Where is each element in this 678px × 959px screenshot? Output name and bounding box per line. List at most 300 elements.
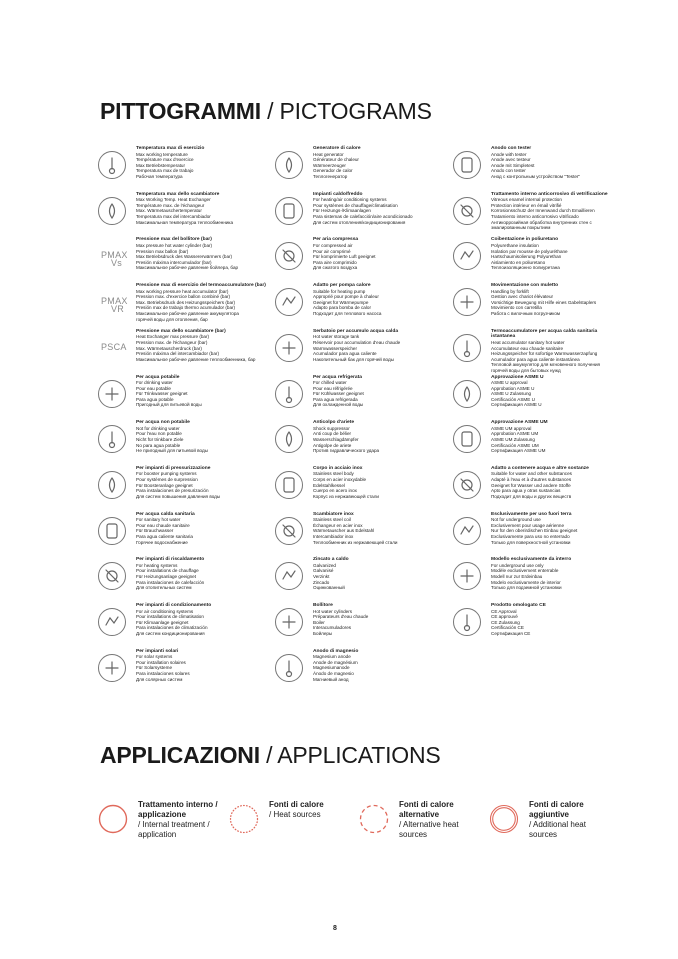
pictogram-item [97,192,267,244]
heating-cooling-icon [274,196,304,226]
pictogram-line: For underground use only [491,562,544,568]
pictogram-line: Max. Wärmetauschertemperatur [136,208,202,214]
pictogram-line: Presión máxima del intercambiador (bar) [136,351,219,357]
pictogram-title: Scambiatore inox [313,511,354,517]
pressurization-icon [97,470,127,500]
pictogram-line: Max Betriebsdruck des Wassererwärmers (bar) [136,254,233,260]
pictogram-line: Stainless steel coil [313,517,351,523]
application-label [269,800,341,820]
pictogram-item [97,283,267,335]
application-title: Fonti di calore aggiuntive [529,800,584,819]
pictogram-line: Pour eau chaude sanitaire [136,522,190,528]
pictogram-item [97,329,267,381]
pictogram-line: No para agua potable [136,442,181,448]
pictogram-item [274,512,444,564]
pictogram-line: Для охлажденной воды [313,402,364,408]
pictogram-title: Modello esclusivamente da interro [491,557,572,563]
pictogram-text [136,466,266,500]
pictogram-item [274,420,444,472]
pictogram-title: Pressione max dello scambiatore (bar) [136,328,226,334]
pictogram-text [313,466,443,500]
psca-icon [97,333,127,363]
pictogram-line: Certificación ASME U [491,396,535,402]
pictogram-line: Interacumuladores [313,625,352,631]
pictogram-line: Heat Exchanger max pressure (bar) [136,334,210,340]
pictogram-line: For chilled water [313,380,347,386]
pictogram-line: Подходит для воды и других веществ [491,493,572,499]
pictogram-item [452,329,622,381]
pictogram-line: Nicht für trinkbare Ziele [136,436,184,442]
pictogram-line: Para agua potable [136,396,174,402]
pictogram-line: Рабочая температура [136,173,183,179]
pictogram-line: Анод с контрольным устройством "Tester" [491,173,581,179]
pictogram-item [97,557,267,609]
pictogram-line: Pour systèmes de chauffage/climatisation [313,202,398,208]
pictogram-line: Пригодный для питьевой воды [136,402,202,408]
pictogram-title: Per acqua refrigerata [313,374,362,380]
applications-legend [98,800,598,850]
pictogram-line: Wärmeerzeuger [313,162,346,168]
pictogram-label-line: Vs [111,258,123,269]
application-title: Trattamento interno / applicazione [138,800,218,819]
pictogram-title: Per acqua calda sanitaria [136,511,195,517]
pictogram-line: Gestion avec chariot élévateur [491,294,554,300]
pictogram-line: Anode avec testeur [491,157,531,163]
pictogram-title: Termoaccumulatore per acqua calda sanitaria istantanea [491,328,598,340]
pictogram-text [491,375,621,409]
underground-icon [452,561,482,591]
pictogram-line: Anodo con tester [491,168,526,174]
pictogram-line: Только для подземной установки [491,585,562,591]
application-subtitle: / Alternative heat sources [399,820,459,839]
pictogram-line: Galvanized [313,562,336,568]
pictogram-item [452,192,622,244]
pictogram-item [452,146,622,198]
pictograms-title: PITTOGRAMMI / PICTOGRAMS [100,98,432,124]
pictogram-line: Presión max de trabajo thermo acumulador (bar) [136,305,236,311]
pictogram-line: For sanitary hot water [136,517,181,523]
pictogram-text [313,146,443,180]
sanitary-hot-water-icon [97,516,127,546]
pictogram-text [491,146,621,180]
pictogram-text [313,649,443,683]
pictogram-item [452,466,622,518]
pictogram-text [313,329,443,363]
pictogram-line: Pour installations de chauffage [136,568,199,574]
pictogram-text [136,237,266,271]
heat-generator-icon [274,150,304,180]
pictogram-title: Per impianti di condizionamento [136,603,212,608]
pictogram-line: CE approuvé [491,614,518,620]
pictogram-item [274,466,444,518]
pictogram-line: Max. Betriebsdruck des Heizungsspeichers (bar) [136,299,236,305]
pictogram-line: Suitable for heating pump [313,288,366,294]
pictogram-item [452,557,622,609]
dotted-circle-icon [229,804,259,834]
pictogram-line: Accumulateur eau chaude sanitaire [491,345,564,351]
pictogram-title: Pressione max di esercizio del termoaccumulatore (bar) [136,283,266,289]
pmax-vs-icon [97,241,127,271]
pictogram-text [491,237,621,271]
pictogram-line: For heating/air conditioning systems [313,197,387,203]
pictogram-line: Max Working Temp. Heat Exchanger [136,197,211,203]
pictogram-title: Pressione max del bollitore (bar) [136,237,212,243]
galvanized-icon [274,561,304,591]
pictogram-line: Geeignet für Wasser und andere Stoffe [491,482,571,488]
pictogram-line: Für Solarsysteme [136,665,172,671]
pictogram-line: Wasserschlagdämpfer [313,436,359,442]
pictogram-line: Korrosionsschutz der Innenwand durch Emaillieren [491,208,595,214]
pictogram-line: Для систем отопления/кондиционирования [313,219,406,225]
hot-water-tank-icon [274,333,304,363]
pictogram-line: Edelstahlkessel [313,482,345,488]
pictogram-line: Für komprimierte Luft geeignet [313,254,376,260]
application-label [138,800,218,840]
pictogram-title: Per impianti di riscaldamento [136,557,205,563]
pictogram-line: Накопительный бак для горячей воды [313,356,394,362]
pictogram-line: Anti coup de bélier [313,431,352,437]
pictogram-line: Acumulador para agua caliente instantánea [491,356,580,362]
pictogram-line: Максимальная температура теплообменника [136,219,234,225]
pictogram-line: Pour eau potable [136,385,171,391]
pictogram-line: Corps en acier inoxydable [313,477,367,483]
pictogram-line: Cuerpo en acero inox [313,488,357,494]
pictogram-line: Exclusivement pour usage aérienne [491,522,565,528]
pictogram-line: Not for drinking water [136,425,180,431]
solar-icon [97,653,127,683]
pictogram-item [274,557,444,609]
pictogram-line: Pression max ballon (bar) [136,248,189,254]
pictogram-line: Certificación ASME UM [491,442,539,448]
pictogram-line: Préparateurs d'eau chaude [313,614,369,620]
pictogram-line: Максимальное рабочее давление бойлера, бар [136,265,239,271]
pictogram-item [274,237,444,289]
pictogram-line: Для сжатого воздуха [313,265,358,271]
pictogram-line: Max working pressure heat accumulator (bar) [136,288,229,294]
pictogram-line: Подходит для теплового насоса [313,311,382,317]
vitrification-icon [452,196,482,226]
pictogram-line: Теплогенератор [313,173,348,179]
pictogram-line: Für Heizungsanlage geeignet [136,574,197,580]
pictogram-line: Pour air comprimé [313,248,351,254]
pictogram-line: Polyurethane insulation [491,242,539,248]
pictogram-item [97,237,267,289]
pictogram-title: Per impianti solari [136,648,179,654]
pictogram-line: Для систем кондиционирования [136,630,205,636]
pictogram-line: ASME U approval [491,380,528,386]
other-substances-icon [452,470,482,500]
pictogram-line: Pour eau réfrigérée [313,385,353,391]
pictogram-text [313,557,443,591]
exchanger-thermometer-icon [97,196,127,226]
pictogram-text [491,283,621,317]
pictogram-item [274,375,444,427]
pictogram-line: Stainless steel body [313,471,354,477]
pictogram-line: Hot water storage tank [313,334,360,340]
pictogram-line: Approprié pour pompe à chaleur [313,294,379,300]
pictogram-item [274,192,444,244]
pictogram-line: Magnesium anode [313,654,351,660]
anode-tester-icon [452,150,482,180]
pictogram-line: Сертификация CE [491,630,531,636]
pictogram-line: Für Kühlwasser geeignet [313,391,364,397]
pictogram-line: Modell nur zur Erdeinbau [491,574,543,580]
air-conditioning-icon [97,607,127,637]
pictogram-title: Impianti caldo/freddo [313,191,363,197]
pictogram-title: Temperatura max di esercizio [136,146,205,151]
pictogram-line: Pour systèmes de surpression [136,477,198,483]
pictogram-line: Para sistemas de calefacción/aire acondicionado [313,214,413,220]
pictogram-line: Suitable for water and other substances [491,471,572,477]
pictogram-line: Movimiento con carretilla [491,305,542,311]
pictogram-label-line: VR [111,304,125,315]
pictogram-line: Hartschaumisolierung Polyurethan [491,254,562,260]
pictogram-line: Теплоизоляционно полиуретана [491,265,560,271]
pictogram-line: Für Boosteranlage geeignet [136,482,193,488]
pictogram-title: Bollitore [313,603,333,608]
application-subtitle: / Heat sources [269,810,321,819]
pictogram-line: Intercambiador inox [313,533,354,539]
pictogram-line: For heating systems [136,562,178,568]
pictogram-line: Магниевый анод [313,676,349,682]
pictogram-line: Не пригодный для питьевой воды [136,448,208,454]
pictogram-text [313,375,443,409]
pictogram-line: Verzinkt [313,574,330,580]
pictogram-line: Max. Wärmetauscherdruck (bar) [136,345,202,351]
potable-water-icon [97,379,127,409]
pictogram-text [136,649,266,683]
pictogram-line: Максимальное рабочее давление аккумулятора [136,311,239,317]
quick-accumulator-icon [452,333,482,363]
pictogram-line: Vitreous enamel internal protection [491,197,562,203]
pictogram-line: Против гидравлического удара [313,448,380,454]
pictogram-text [136,375,266,409]
pictogram-item [274,146,444,198]
pictogram-line: Geeignet für Wärmepumpe [313,299,369,305]
pictogram-line: Für Heizungs-/Klimaanlagen [313,208,371,214]
pictogram-line: Boiler [313,619,325,625]
pictogram-line: ASME U Zulassung [491,391,532,397]
pictogram-line: Pression max. de l'échangeur (bar) [136,339,208,345]
pictogram-text [313,420,443,454]
pictogram-item [452,603,622,655]
pictogram-line: Heat accumulator sanitary hot water [491,339,565,345]
pictogram-title: Adatto per pompa calore [313,283,371,289]
non-potable-water-icon [97,424,127,454]
pictogram-line: Бойлеры [313,630,333,636]
chilled-water-icon [274,379,304,409]
heat-pump-icon [274,287,304,317]
application-subtitle: / Additional heat sources [529,820,586,839]
pictogram-line: Approbation ASME UM [491,431,539,437]
pictogram-line: Heizungsspeicher für sofortige Warmwasserzapfung [491,351,598,357]
pictogram-title: Anticolpo d'ariete [313,420,355,426]
pictogram-line: ASME UM Zulassung [491,436,535,442]
pictogram-title: Zincato a caldo [313,557,349,563]
pictogram-line: Presión máxima intercumulador (bar) [136,259,212,265]
pictogram-line: Tratamiento interno anticorrosivo vitrificado [491,214,579,220]
pictogram-item [452,420,622,472]
pictogram-line: Adapté à l'eau et à d'autres substances [491,477,572,483]
pictogram-item [274,329,444,381]
pictogram-item [97,466,267,518]
pictogram-item [452,512,622,564]
pictogram-line: Zincado [313,579,330,585]
application-label [399,800,471,840]
water-hammer-icon [274,424,304,454]
pictogram-line: Pour l'eau non potable [136,431,182,437]
pictogram-title: Per acqua potabile [136,374,180,380]
pictogram-label [101,251,128,267]
pictogram-line: Für Klimaanlage geeignet [136,619,189,625]
pictogram-text [491,192,621,231]
pictogram-title: Approvazione ASME UM [491,420,548,426]
pictogram-line: Handling by forklift [491,288,529,294]
pictogram-line: Max working temperature [136,151,188,157]
pictogram-line: Для систем повышения давления воды [136,493,221,499]
pictogram-item [97,649,267,701]
pictogram-text [313,283,443,317]
dashed-circle-icon [359,804,389,834]
pictogram-line: Антикоррозийная обработка внутренних стен с [491,219,592,225]
pictogram-line: Adapto para bomba de calor [313,305,371,311]
pictogram-text [136,512,266,546]
pictogram-text [313,512,443,546]
pictogram-line: Para instalaciones de climatización [136,625,208,631]
pictogram-title: Temperatura max dello scambiatore [136,191,220,197]
pictogram-line: Échangeur en acier inox [313,522,363,528]
application-subtitle: / Internal treatment / application [138,820,210,839]
pictogram-line: Сертификация ASME UM [491,448,546,454]
pictogram-line: Только для поверхностной установки [491,539,571,545]
pictogram-line: Para aire comprimido [313,259,357,265]
pictogram-label-line: PMAX [101,250,128,261]
pictogram-label-line: PSCA [101,341,127,352]
pictogram-text [313,192,443,226]
pictogram-line: Temperatura max de trabajo [136,168,194,174]
pictogram-item [97,512,267,564]
pictogram-line: Ánodo de magnesio [313,671,354,677]
pictogram-line: Protection intérieur en émail vitrifié [491,202,562,208]
pictogram-line: Hot water cylinders [313,608,353,614]
pictogram-line: Максимальное рабочее давление теплообменника, бар [136,356,256,362]
asme-u-icon [452,379,482,409]
pictogram-title: Corpo in acciaio inox [313,465,363,471]
pictogram-text [491,329,621,374]
pictogram-line: Galvanisé [313,568,334,574]
pictogram-title: Movimentazione con muletto [491,283,559,289]
pictogram-line: Pour installations de climatisation [136,614,204,620]
pictogram-line: Température max. de l'échangeur [136,202,205,208]
pictogram-item [274,283,444,335]
pictogram-line: Temperatura max del intercambiador [136,214,211,220]
pictogram-line: ASME UM approval [491,425,532,431]
pictogram-line: Not for underground use [491,517,541,523]
pictogram-line: Anode de magnésium [313,659,358,665]
pictogram-line: Modelo exclusivamente de interior [491,579,561,585]
pictogram-title: Adatto a contenere acqua e altre sostanze [491,465,589,471]
pictogram-line: Generador de calor [313,168,353,174]
pictogram-line: Anode with tester [491,151,527,157]
pictogram-text [313,603,443,637]
thermometer-icon [97,150,127,180]
pictogram-line: Aislamiento en poliuretano [491,259,546,265]
polyurethane-insulation-icon [452,241,482,271]
pictogram-line: Para instalaciones de calefacción [136,579,205,585]
pictogram-line: Корпус из нержавеющей стали [313,493,379,499]
pictogram-text [136,329,266,363]
pictogram-line: Para agua caliente sanitaria [136,533,193,539]
double-circle-icon [489,804,519,834]
pictogram-title: Generatore di calore [313,146,361,151]
stainless-body-icon [274,470,304,500]
pictogram-line: Warmwasserspeicher [313,345,357,351]
pictogram-line: CE Approval [491,608,517,614]
pictogram-line: Acumulador para agua caliente [313,351,377,357]
pictogram-line: Nur für den oberirdischen Einbau geeignet [491,528,578,534]
pictogram-line: Горячее водоснабжение [136,539,188,545]
pictogram-line: Anode mit Simpletest [491,162,535,168]
pictogram-item [97,420,267,472]
pictogram-line: Max Betriebstemperatur [136,162,186,168]
pictogram-title: Per impianti di pressurizzazione [136,465,211,471]
pmax-vr-icon [97,287,127,317]
pictogram-line: Générateur de chaleur [313,157,359,163]
application-label [529,800,601,840]
pictogram-title: Per aria compressa [313,237,359,243]
pictogram-line: Теплообменник из нержавеющей стали [313,539,398,545]
pictogram-line: Certificación CE [491,625,524,631]
pictogram-line: Работа с вилочным погрузчиком [491,311,561,317]
pictogram-line: Wärmetauscher aus Edelstahl [313,528,375,534]
heating-icon [97,561,127,591]
pictogram-line: Vorsichtige Bewegung mit Hilfe eines Gabelstaplers [491,299,597,305]
pictogram-line: For air conditioning systems [136,608,194,614]
pictogram-line: Para instalaciones solares [136,671,190,677]
pictogram-title: Esclusivamente per uso fuori terra [491,511,572,517]
pictogram-label [101,297,128,313]
pictogram-title: Anodo con tester [491,146,532,151]
pictogram-line: Réservoir pour accumulation d'eau chaude [313,339,401,345]
pictogram-line: Тепловой аккумулятор для мгновенного получения [491,362,601,368]
pictogram-line: Para agua refrigerada [313,396,358,402]
forklift-icon [452,287,482,317]
stainless-exchanger-icon [274,516,304,546]
pictogram-text [491,466,621,500]
pictogram-item [97,603,267,655]
pictogram-item [452,237,622,289]
pictogram-text [491,512,621,546]
applications-title: APPLICAZIONI / APPLICATIONS [100,742,441,768]
pictogram-line: Température max d'exercice [136,157,194,163]
pictogram-line: For solar systems [136,654,173,660]
pictogram-title: Anodo di magnesio [313,648,359,654]
pictogram-text [491,603,621,637]
pictogram-line: Antigolpe de ariete [313,442,352,448]
pictogram-item [452,375,622,427]
pictogram-line: Für Trinkwasser geeignet [136,391,188,397]
pictogram-line: CE Zulassung [491,619,520,625]
pictogram-title: Serbatoio per accumulo acqua calda [313,328,399,334]
solid-circle-icon [98,804,128,834]
pictogram-item [274,603,444,655]
pictogram-line: Magnesiumanode [313,665,350,671]
pictogram-title: Approvazione ASME U [491,374,544,380]
pictogram-line: Pression max. d'exercice ballon combiné (bar) [136,294,231,300]
asme-um-icon [452,424,482,454]
pictogram-label [101,343,127,351]
pictogram-line: Для отопительных систем [136,585,192,591]
